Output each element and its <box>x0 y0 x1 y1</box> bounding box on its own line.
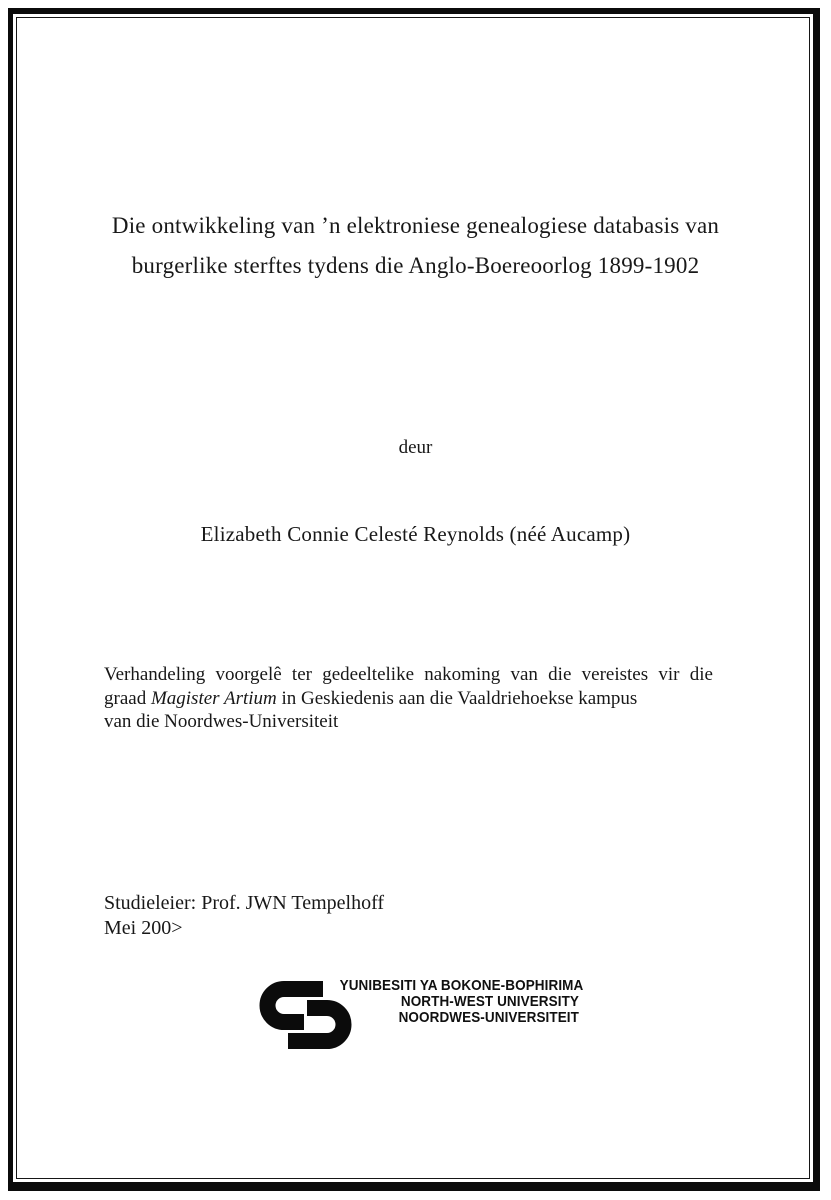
thesis-title-line2: burgerlike sterftes tydens die Anglo-Boereoorlog 1899-1902 <box>131 253 700 278</box>
thesis-title <box>40 206 791 286</box>
supervisor-block <box>104 891 384 941</box>
byline-deur: deur <box>398 437 433 458</box>
university-logo-text <box>339 977 584 1026</box>
author-name: Elizabeth Connie Celesté Reynolds (néé Aucamp) <box>200 522 631 546</box>
degree-statement-line2-pre: graad <box>104 687 151 709</box>
degree-name: Magister Artium <box>150 687 277 709</box>
degree-statement-line2-post: in Geskiedenis aan die Vaaldriehoekse kampus <box>276 687 638 709</box>
degree-statement <box>104 663 736 734</box>
degree-statement-line2 <box>104 687 736 711</box>
university-name-english: NORTH-WEST UNIVERSITY <box>400 993 579 1010</box>
degree-statement-line1: Verhandeling voorgelê ter gedeeltelike nakoming van die vereistes vir die <box>104 664 713 685</box>
university-logo <box>257 974 584 1056</box>
thesis-title-line1: Die ontwikkeling van ’n elektroniese genealogiese databasis van <box>111 213 720 238</box>
university-name-setswana: YUNIBESITI YA BOKONE-BOPHIRIMA <box>339 977 584 994</box>
university-name-afrikaans: NOORDWES-UNIVERSITEIT <box>398 1009 579 1026</box>
submission-date: Mei 200> <box>104 917 183 939</box>
supervisor-name: Studieleier: Prof. JWN Tempelhoff <box>104 892 385 914</box>
degree-statement-line3: van die Noordwes-Universiteit <box>104 711 339 732</box>
